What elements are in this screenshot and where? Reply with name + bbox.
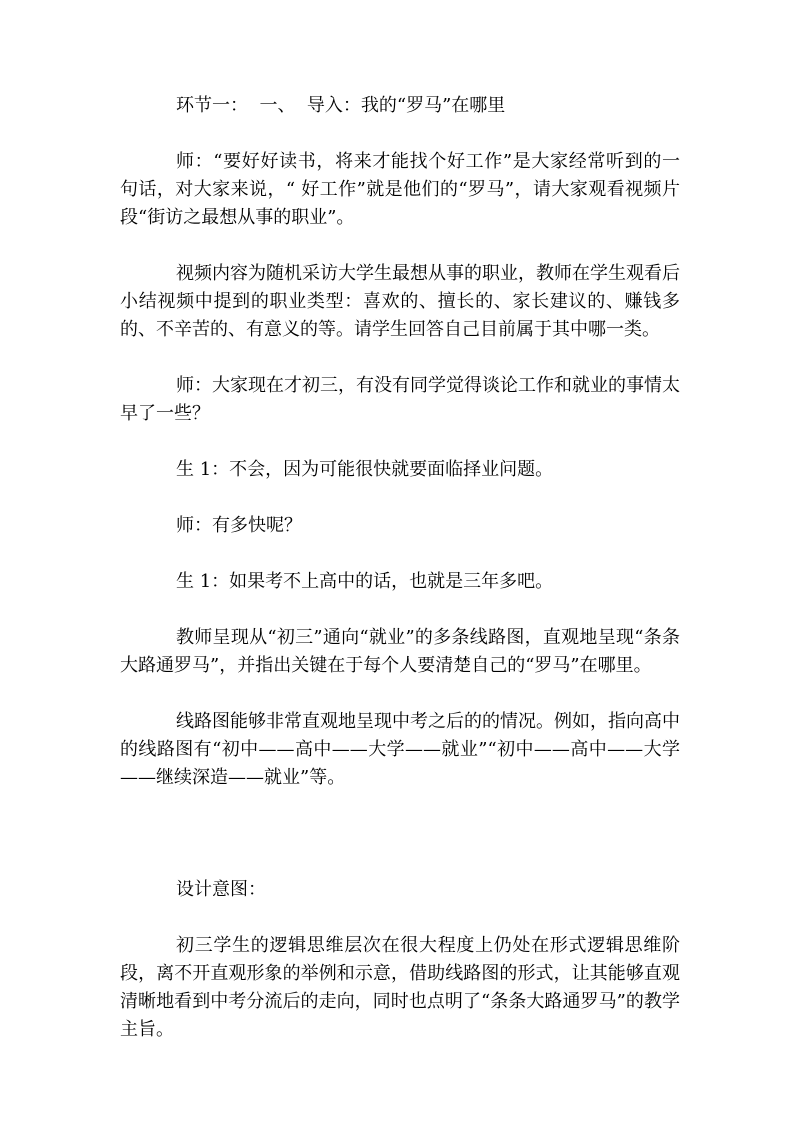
paragraph-video-content: 视频内容为随机采访大学生最想从事的职业，教师在学生观看后小结视频中提到的职业类型：喜欢的、擅长的、家长建议的、赚钱多的、不辛苦的、有意义的等。请学生回答自己目前属于其中哪一类。 [120, 263, 680, 340]
paragraph-student-answer-2: 生 1：如果考不上高中的话，也就是三年多吧。 [176, 571, 554, 592]
design-heading: 设计意图： [176, 879, 266, 900]
document-page [120, 92, 680, 1044]
paragraph-teacher-followup: 师：有多快呢？ [176, 515, 302, 536]
paragraph-route-map: 教师呈现从“初三”通向“就业”的多条线路图，直观地呈现“条条大路通罗马”，并指出关键在于每个人要清楚自己的“罗马”在哪里。 [120, 627, 680, 676]
paragraph-teacher-intro: 师：“要好好读书，将来才能找个好工作”是大家经常听到的一句话，对大家来说，“ 好工作”就是他们的“罗马”，请大家观看视频片段“街访之最想从事的职业”。 [120, 151, 680, 228]
paragraph-route-example: 线路图能够非常直观地呈现中考之后的的情况。例如，指向高中的线路图有“初中——高中——大学——就业”“初中——高中——大学——继续深造——就业”等。 [120, 711, 680, 788]
design-paragraph: 初三学生的逻辑思维层次在很大程度上仍处在形式逻辑思维阶段，离不开直观形象的举例和示意，借助线路图的形式，让其能够直观清晰地看到中考分流后的走向，同时也点明了“条条大路通罗马”的教学主旨。 [120, 935, 680, 1040]
section-heading: 环节一： 一、 导入：我的“罗马”在哪里 [176, 95, 506, 116]
paragraph-teacher-question: 师：大家现在才初三，有没有同学觉得谈论工作和就业的事情太早了一些？ [120, 375, 680, 424]
paragraph-student-answer-1: 生 1：不会，因为可能很快就要面临择业问题。 [176, 459, 554, 480]
